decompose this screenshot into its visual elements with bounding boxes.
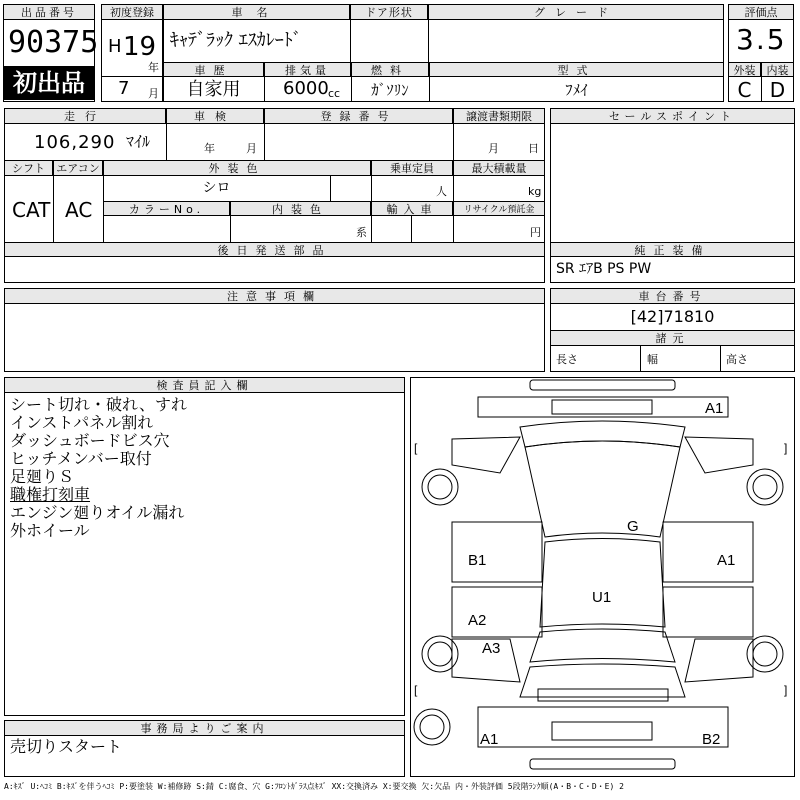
interior-label: 内装 xyxy=(761,62,794,77)
sales-points-label: セールスポイント xyxy=(550,108,795,124)
car-diagram xyxy=(410,377,795,777)
interior-grade: D xyxy=(769,78,786,102)
divider xyxy=(720,346,721,372)
exterior-label: 外装 xyxy=(728,62,761,77)
divider xyxy=(350,20,351,62)
inspector-line: ヒッチメンバー取付 xyxy=(10,449,152,468)
left-front-wheel xyxy=(422,469,458,505)
transfer-doc-label: 譲渡書類期限 xyxy=(453,108,545,124)
interior-color-unit: 系 xyxy=(356,226,367,239)
equipment-value: SR ｴｱB PS PW xyxy=(556,261,652,277)
exterior-grade: C xyxy=(737,78,752,102)
displacement-label: 排気量 xyxy=(264,62,351,77)
right-front-wheel-inner xyxy=(753,475,777,499)
month-unit: 月 xyxy=(148,87,159,100)
month: 7 xyxy=(118,78,130,99)
exterior-color-label: 外装色 xyxy=(103,160,371,176)
right-rear-fender xyxy=(685,639,753,682)
displacement-unit: cc xyxy=(328,87,341,100)
fuel-label: 燃料 xyxy=(351,62,429,77)
interior-color-label: 内装色 xyxy=(230,201,371,216)
lot-number: 90375 xyxy=(8,25,99,60)
import-label: 輸入車 xyxy=(371,201,453,216)
history-value: 自家用 xyxy=(186,79,241,100)
notes-label: 注意事項欄 xyxy=(4,288,545,304)
office-value: 売切りスタート xyxy=(10,737,123,756)
office-label: 事務局よりご案内 xyxy=(4,720,405,736)
spare-wheel xyxy=(414,709,450,745)
year-unit: 年 xyxy=(148,61,159,74)
ac-value: AC xyxy=(65,198,93,222)
era: H xyxy=(108,36,122,57)
inspector-line: 足廻りＳ xyxy=(10,467,75,486)
mileage-unit: ﾏｲﾙ xyxy=(126,132,151,151)
exterior-color-value: シロ xyxy=(202,180,231,196)
rear-deck-part xyxy=(520,664,685,697)
inspector-line: 外ホイール xyxy=(10,521,90,540)
right-rear-wheel-inner xyxy=(753,642,777,666)
mark-left-rear-fender: A3 xyxy=(482,640,501,657)
divider xyxy=(371,216,372,242)
divider xyxy=(264,124,265,160)
model-label: 型式 xyxy=(429,62,724,77)
front-plate-part xyxy=(552,400,652,414)
divider xyxy=(411,216,412,242)
first-listing-badge: 初出品 xyxy=(4,66,94,100)
left-front-door xyxy=(452,522,542,582)
rear-lamps-part xyxy=(538,689,668,701)
inspector-label: 検査員記入欄 xyxy=(4,377,405,393)
right-front-fender xyxy=(685,437,753,473)
first-reg-label: 初度登録 xyxy=(101,4,163,20)
ac-label: エアコン xyxy=(53,160,103,176)
score-label: 評価点 xyxy=(728,4,794,20)
later-parts-label: 後日発送部品 xyxy=(4,242,545,257)
spare-wheel-inner xyxy=(420,715,444,739)
divider xyxy=(330,176,331,201)
right-rear-door xyxy=(663,587,753,637)
left-front-fender xyxy=(452,437,520,473)
front-bumper-part xyxy=(530,380,675,390)
right-rear-wheel xyxy=(747,636,783,672)
divider xyxy=(101,76,163,77)
color-no-label: カラーNo. xyxy=(103,201,230,216)
recycle-unit: 円 xyxy=(530,226,541,239)
displacement-value: 6000 xyxy=(283,78,329,99)
inspector-notes xyxy=(10,396,187,540)
mileage-value: 106,290 xyxy=(34,132,116,153)
fuel-value: ｶﾞｿﾘﾝ xyxy=(371,80,409,99)
width-label: 幅 xyxy=(647,353,658,366)
year: 19 xyxy=(123,32,157,62)
height-label: 高さ xyxy=(726,353,748,366)
legend: A:ｷｽﾞ U:ﾍｺﾐ B:ｷｽﾞを伴うﾍｺﾐ P:要塗装 W:補修跡 S:錆 C:腐食、穴 G:ﾌﾛﾝﾄｶﾞﾗｽ点ｷｽﾞ XX:交換済み X:要交換 欠:欠品 内・外装評価 5段階ﾗﾝｸ順(A・B・C・D・E) 2 xyxy=(4,782,624,791)
transfer-day-unit: 日 xyxy=(528,142,539,155)
recycle-label: リサイクル預託金 xyxy=(453,201,545,216)
left-rear-door xyxy=(452,587,542,637)
divider xyxy=(166,124,167,160)
mark-rear-left: A1 xyxy=(480,731,499,748)
rear-bumper-part xyxy=(478,707,728,747)
history-label: 車歴 xyxy=(163,62,264,77)
shift-label: シフト xyxy=(4,160,53,176)
divider xyxy=(428,20,429,62)
capacity-unit: 人 xyxy=(436,185,447,198)
mark-hood: G xyxy=(627,518,639,535)
inspector-line: ダッシュボードビス穴 xyxy=(10,431,170,450)
transfer-month-unit: 月 xyxy=(488,142,499,155)
registration-label: 登録番号 xyxy=(264,108,453,124)
bracket-close: ] xyxy=(784,683,788,697)
car-name-label: 車名 xyxy=(163,4,350,20)
max-load-label: 最大積載量 xyxy=(453,160,545,176)
rear-window-part xyxy=(530,629,675,662)
bracket-close: ] xyxy=(784,441,788,455)
shift-value: CAT xyxy=(12,198,51,222)
inspector-line: インストパネル割れ xyxy=(10,413,154,432)
mark-roof: U1 xyxy=(592,589,612,606)
chassis-value: [42]71810 xyxy=(630,307,715,326)
bracket-open: [ xyxy=(414,683,418,697)
car-name: ｷｬﾃﾞﾗｯｸ ｴｽｶﾚｰﾄﾞ xyxy=(170,30,302,51)
specs-label: 諸元 xyxy=(550,330,795,346)
rear-plate-part xyxy=(552,722,652,740)
divider xyxy=(453,124,454,160)
inspector-line: シート切れ・破れ、すれ xyxy=(10,395,187,414)
windshield-part xyxy=(520,421,685,447)
left-rear-wheel xyxy=(422,636,458,672)
max-load-unit: kg xyxy=(528,185,542,198)
inspection-year-unit: 年 xyxy=(204,142,215,155)
divider xyxy=(371,176,372,201)
rear-step-part xyxy=(530,759,675,769)
inspector-line: 職権打刻車 xyxy=(10,485,91,504)
left-rear-wheel-inner xyxy=(428,642,452,666)
mark-left-rear-door: A2 xyxy=(468,612,487,629)
model-value: ﾌﾒｲ xyxy=(565,80,588,99)
right-front-wheel xyxy=(747,469,783,505)
hood-part xyxy=(525,441,680,537)
score: 3.5 xyxy=(736,23,787,56)
door-label: ドア形状 xyxy=(350,4,428,20)
length-label: 長さ xyxy=(556,353,578,366)
mark-right-front-door: A1 xyxy=(717,552,736,569)
divider xyxy=(640,346,641,372)
bracket-open: [ xyxy=(414,441,418,455)
inspector-line: エンジン廻りオイル漏れ xyxy=(10,503,185,522)
mark-left-front-door: B1 xyxy=(468,552,487,569)
capacity-label: 乗車定員 xyxy=(371,160,453,176)
divider xyxy=(264,77,265,102)
mileage-label: 走行 xyxy=(4,108,166,124)
divider xyxy=(230,216,231,242)
chassis-label: 車台番号 xyxy=(550,288,795,304)
inspection-month-unit: 月 xyxy=(246,142,257,155)
mark-front-bumper: A1 xyxy=(705,400,724,417)
roof-part xyxy=(540,539,665,628)
lot-number-label: 出品番号 xyxy=(3,4,95,20)
equipment-label: 純正装備 xyxy=(550,242,795,257)
inspection-label: 車検 xyxy=(166,108,264,124)
mark-rear-right: B2 xyxy=(702,731,721,748)
grade-label: グレード xyxy=(428,4,724,20)
divider xyxy=(53,176,54,242)
left-front-wheel-inner xyxy=(428,475,452,499)
right-front-door xyxy=(663,522,753,582)
